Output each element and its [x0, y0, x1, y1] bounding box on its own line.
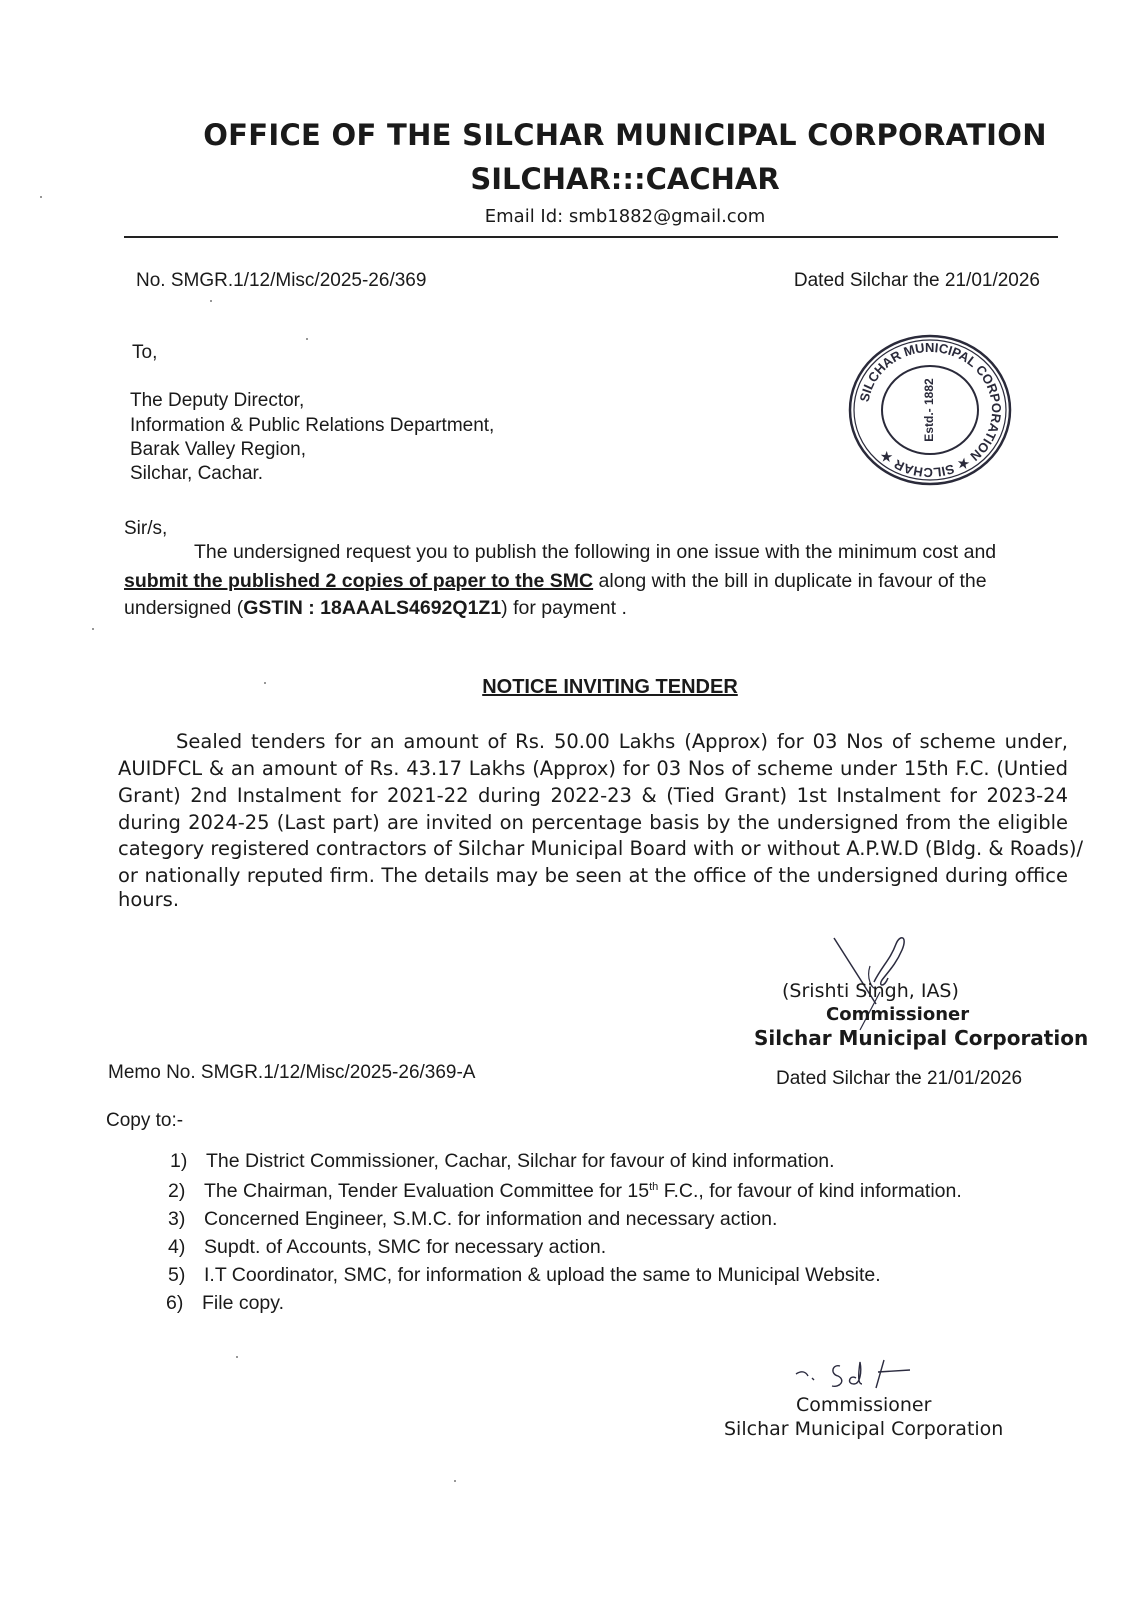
gstin: GSTIN : 18AAALS4692Q1Z1 — [243, 597, 502, 619]
notice-line: Grant) 2nd Instalment for 2021-22 during 2022-23 & (Tied Grant) 1st Instalment for 2023-24 — [118, 784, 1068, 807]
office-email: Email Id: smb1882@gmail.com — [484, 206, 766, 227]
notice-line: or nationally reputed firm. The details may be seen at the office of the undersigned during office — [118, 864, 1068, 887]
item-text: The Chairman, Tender Evaluation Committee for 15 — [204, 1180, 650, 1202]
memo-date: Dated Silchar the 21/01/2026 — [776, 1068, 1023, 1089]
item-text: Concerned Engineer, S.M.C. for information and necessary action. — [204, 1208, 778, 1230]
recipient-line: Barak Valley Region, — [130, 439, 307, 460]
reference-number: No. SMGR.1/12/Misc/2025-26/369 — [136, 270, 427, 291]
copy-to-label: Copy to:- — [106, 1110, 184, 1131]
copy-list-item — [168, 1264, 881, 1287]
seal-icon — [846, 332, 1014, 488]
item-text: F.C., for favour of kind information. — [658, 1180, 962, 1202]
item-text: Supdt. of Accounts, SMC for necessary action. — [204, 1236, 607, 1258]
item-number: 3) — [168, 1208, 186, 1230]
salutation: Sir/s, — [124, 518, 168, 539]
item-number: 1) — [170, 1150, 188, 1172]
copy-list-item — [170, 1150, 835, 1173]
item-text: The District Commissioner, Cachar, Silchar for favour of kind information. — [206, 1150, 835, 1172]
scan-speck — [264, 682, 266, 684]
request-text: undersigned ( — [124, 597, 244, 619]
item-number: 6) — [166, 1292, 184, 1314]
scan-speck — [454, 1480, 456, 1482]
copy-list-item — [168, 1236, 606, 1259]
item-text: File copy. — [202, 1292, 284, 1314]
scan-speck — [236, 1356, 238, 1358]
corporation-seal — [846, 332, 1014, 488]
signatory-organization: Silchar Municipal Corporation — [754, 1026, 1089, 1050]
request-emphasis: submit the published 2 copies of paper to the SMC — [124, 570, 594, 592]
request-text: ) for payment . — [501, 597, 627, 619]
seal-inner-text: Estd.- 1882 — [922, 378, 937, 442]
office-title: OFFICE OF THE SILCHAR MUNICIPAL CORPORATION — [203, 118, 1047, 152]
notice-title: NOTICE INVITING TENDER — [482, 676, 738, 698]
notice-line: hours. — [118, 888, 180, 911]
item-number: 5) — [168, 1264, 186, 1286]
office-location: SILCHAR:::CACHAR — [470, 162, 780, 196]
to-label: To, — [132, 342, 158, 363]
seal-outer-text: SILCHAR MUNICIPAL CORPORATION ★ SILCHAR ★ — [856, 339, 1005, 481]
header-divider — [124, 236, 1058, 238]
copy-list-item — [168, 1208, 777, 1231]
item-text: I.T Coordinator, SMC, for information & upload the same to Municipal Website. — [204, 1264, 881, 1286]
scan-speck — [306, 338, 308, 340]
scan-speck — [210, 300, 212, 302]
footer-designation: Commissioner — [796, 1394, 932, 1416]
notice-line: AUIDFCL & an amount of Rs. 43.17 Lakhs (Approx) for 03 Nos of scheme under 15th F.C. (Untied — [118, 757, 1068, 780]
reference-date: Dated Silchar the 21/01/2026 — [793, 270, 1040, 291]
notice-line: category registered contractors of Silchar Municipal Board with or without A.P.W.D (Bldg. & Roads)/ — [118, 837, 1084, 860]
memo-number: Memo No. SMGR.1/12/Misc/2025-26/369-A — [108, 1062, 476, 1083]
scan-speck — [40, 196, 42, 198]
recipient-line: Information & Public Relations Department, — [130, 415, 495, 436]
request-line: The undersigned request you to publish the following in one issue with the minimum cost and — [194, 541, 997, 563]
request-line — [124, 570, 987, 593]
request-text: along with the bill in duplicate in favour of the — [593, 570, 987, 592]
initials-signature-icon — [792, 1354, 922, 1394]
request-line — [124, 597, 627, 620]
ordinal-suffix: th — [649, 1181, 659, 1193]
recipient-line: Silchar, Cachar. — [130, 463, 264, 484]
copy-list-item — [168, 1180, 962, 1203]
item-number: 2) — [168, 1180, 186, 1202]
recipient-line: The Deputy Director, — [130, 390, 305, 411]
notice-line: during 2024-25 (Last part) are invited on percentage basis by the undersigned from the eligible — [118, 811, 1068, 834]
scan-speck — [92, 628, 94, 630]
item-number: 4) — [168, 1236, 186, 1258]
copy-list-item — [166, 1292, 284, 1315]
footer-organization: Silchar Municipal Corporation — [724, 1418, 1004, 1440]
signatory-designation: Commissioner — [826, 1004, 970, 1025]
notice-line: Sealed tenders for an amount of Rs. 50.00 Lakhs (Approx) for 03 Nos of scheme under, — [176, 730, 1068, 753]
signatory-name: (Srishti Singh, IAS) — [782, 980, 959, 1002]
